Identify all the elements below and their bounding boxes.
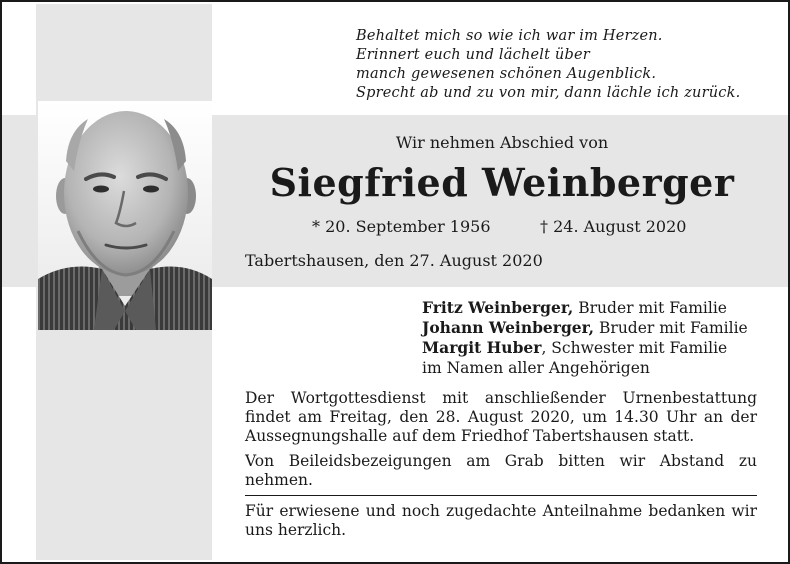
farewell-intro: Wir nehmen Abschied von <box>395 133 609 152</box>
mourner-name: Johann Weinberger, <box>422 318 595 337</box>
mourner-name: Margit Huber <box>422 338 542 357</box>
birth-date: * 20. September 1956 <box>312 217 491 236</box>
thanks-note: Für erwiesene und noch zugedachte Anteilnahme bedanken wir uns herzlich. <box>245 502 757 539</box>
mourner-name: Fritz Weinberger, <box>422 298 574 317</box>
service-announcement <box>245 389 757 496</box>
mourner-line <box>422 338 748 358</box>
mourner-line <box>422 318 748 338</box>
service-paragraph: Der Wortgottesdienst mit anschließender Urnenbestattung findet am Freitag, den 28. August 2020, um 14.30 Uhr an der Aussegnungshalle auf dem Friedhof Tabertshausen statt. <box>245 389 757 445</box>
mourners-list <box>422 298 748 378</box>
mourner-relation: Bruder mit Familie <box>573 299 727 317</box>
death-date: † 24. August 2020 <box>540 217 687 236</box>
condolence-request: Von Beileidsbezeigungen am Grab bitten wir Abstand zu nehmen. <box>245 452 757 489</box>
poem-line: Behaltet mich so wie ich war im Herzen. <box>356 28 663 44</box>
deceased-name: Siegfried Weinberger <box>269 160 735 205</box>
poem-line: Erinnert euch und lächelt über <box>356 47 590 63</box>
divider <box>245 495 757 496</box>
poem-line: Sprecht ab und zu von mir, dann lächle ich zurück. <box>356 85 741 101</box>
memorial-poem <box>356 27 766 103</box>
mourner-relation: Bruder mit Familie <box>594 319 748 337</box>
mourner-line <box>422 298 748 318</box>
portrait-photo <box>38 101 212 330</box>
mourner-relation: , Schwester mit Familie <box>541 339 728 357</box>
poem-line: manch gewesenen schönen Augenblick. <box>356 66 657 82</box>
mourners-closing: im Namen aller Angehörigen <box>422 359 650 377</box>
place-and-date: Tabertshausen, den 27. August 2020 <box>245 251 543 270</box>
